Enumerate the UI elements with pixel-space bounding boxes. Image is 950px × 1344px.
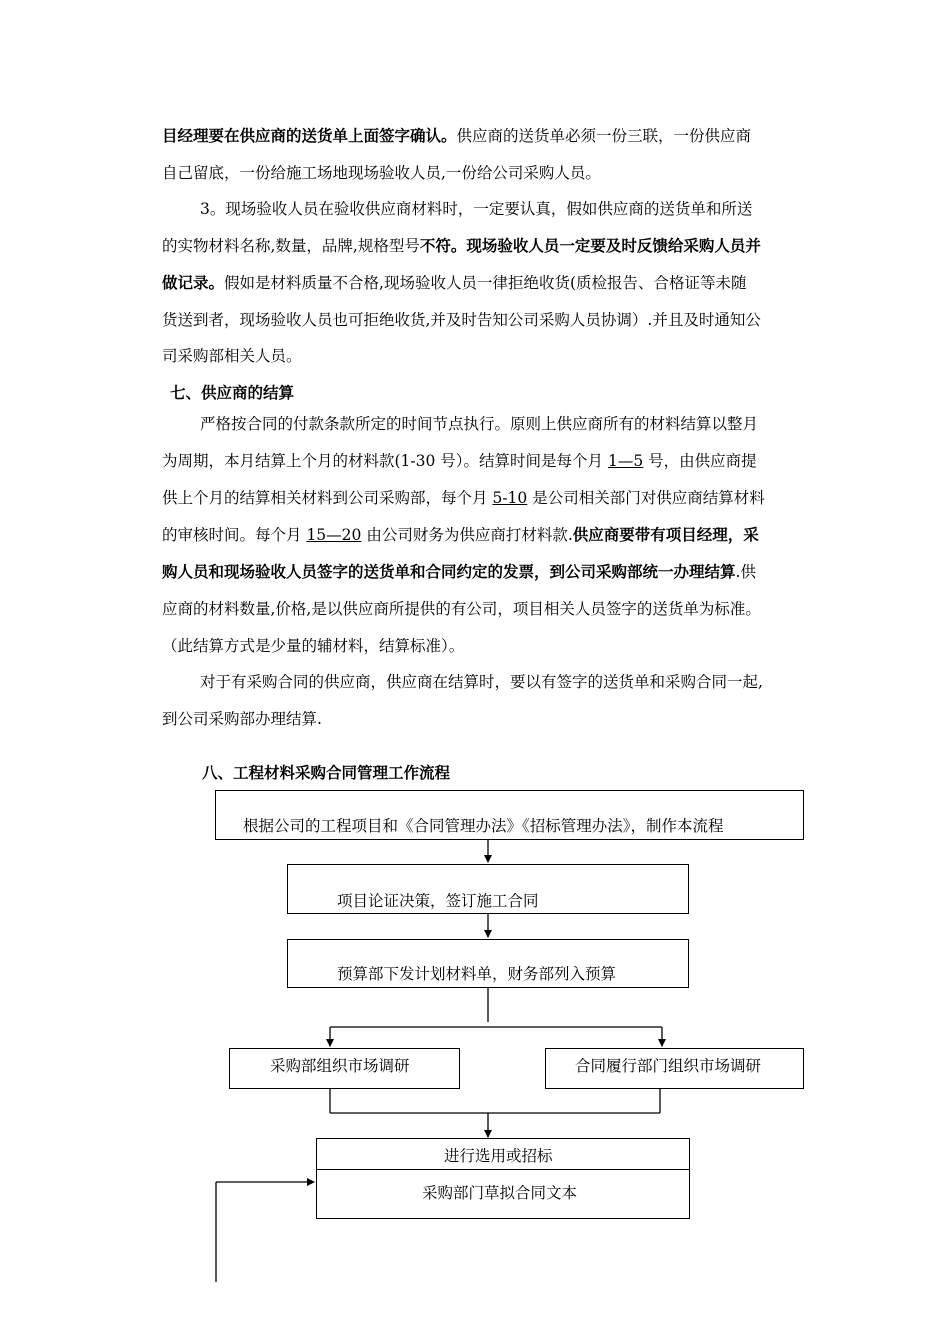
flow-box-budget xyxy=(287,939,689,988)
flow-box-label: 采购部门草拟合同文本 xyxy=(422,1184,578,1202)
section-heading: 八、工程材料采购合同管理工作流程 xyxy=(202,763,451,782)
text-line: 严格按合同的付款条款所定的时间节点执行。原则上供应商所有的材料结算以整月 xyxy=(200,415,759,433)
flow-box-decision xyxy=(287,864,689,914)
text: 号，由供应商提 xyxy=(643,452,757,470)
text: 供上个月的结算相关材料到公司采购部，每个月 xyxy=(162,489,493,507)
flow-box-label: 预算部下发计划材料单，财务部列入预算 xyxy=(337,965,617,983)
flow-box-label: 项目论证决策，签订施工合同 xyxy=(337,892,539,910)
flow-box-label: 合同履行部门组织市场调研 xyxy=(575,1057,762,1075)
flow-box-dept-research xyxy=(545,1048,804,1089)
flow-box-purchasing-research xyxy=(229,1048,460,1089)
text-line: 自己留底，一份给施工场地现场验收人员,一份给公司采购人员。 xyxy=(162,164,601,182)
box-divider xyxy=(317,1169,689,1170)
flow-box-selection xyxy=(316,1138,690,1219)
text-line: 货送到者，现场验收人员也可拒绝收货,并及时告知公司采购人员协调）.并且及时通知公 xyxy=(162,311,761,329)
text-line: （此结算方式是少量的辅材料，结算标准）。 xyxy=(162,637,465,655)
text-line: 到公司采购部办理结算. xyxy=(162,710,322,728)
text-line: 应商的材料数量,价格,是以供应商所提供的有公司，项目相关人员签字的送货单为标准。 xyxy=(162,600,761,618)
text-line: 3。现场验收人员在验收供应商材料时，一定要认真，假如供应商的送货单和所送 xyxy=(200,200,753,218)
text-line: 司采购部相关人员。 xyxy=(162,347,302,365)
text: 的审核时间。每个月 xyxy=(162,526,307,544)
flow-box-start xyxy=(215,790,804,840)
bold-text: 不符。现场验收人员一定要及时反馈给采购人员并 xyxy=(419,236,761,255)
text: 假如是材料质量不合格,现场验收人员一律拒绝收货(质检报告、合格证等未随 xyxy=(224,274,747,292)
section-heading: 七、供应商的结算 xyxy=(170,383,295,402)
text: 供应商的送货单必须一份三联，一份供应商 xyxy=(456,127,752,145)
underlined-text: 5-10 xyxy=(492,489,528,507)
text: 是公司相关部门对供应商结算材料 xyxy=(527,489,765,507)
underlined-text: 1—5 xyxy=(607,452,644,470)
bold-text: 供应商要带有项目经理，采 xyxy=(572,525,759,544)
flow-box-label: 进行选用或招标 xyxy=(444,1147,553,1165)
text: 为周期，本月结算上个月的材料款(1-30 号）。结算时间是每个月 xyxy=(162,452,608,470)
bold-text: 做记录。 xyxy=(162,273,225,292)
text-line: 对于有采购合同的供应商，供应商在结算时，要以有签字的送货单和采购合同一起, xyxy=(200,673,763,691)
bold-text: 购人员和现场验收人员签字的送货单和合同约定的发票，到公司采购部统一办理结算 xyxy=(162,562,736,581)
text: 由公司财务为供应商打材料款. xyxy=(361,526,573,544)
text: 的实物材料名称,数量，品牌,规格型号 xyxy=(162,237,420,255)
flow-box-label: 根据公司的工程项目和《合同管理办法》《招标管理办法》，制作本流程 xyxy=(243,817,724,835)
text: .供 xyxy=(735,563,756,581)
flow-box-label: 采购部组织市场调研 xyxy=(270,1057,410,1075)
bold-text: 目经理要在供应商的送货单上面签字确认。 xyxy=(162,126,457,145)
underlined-text: 15—20 xyxy=(306,526,362,544)
